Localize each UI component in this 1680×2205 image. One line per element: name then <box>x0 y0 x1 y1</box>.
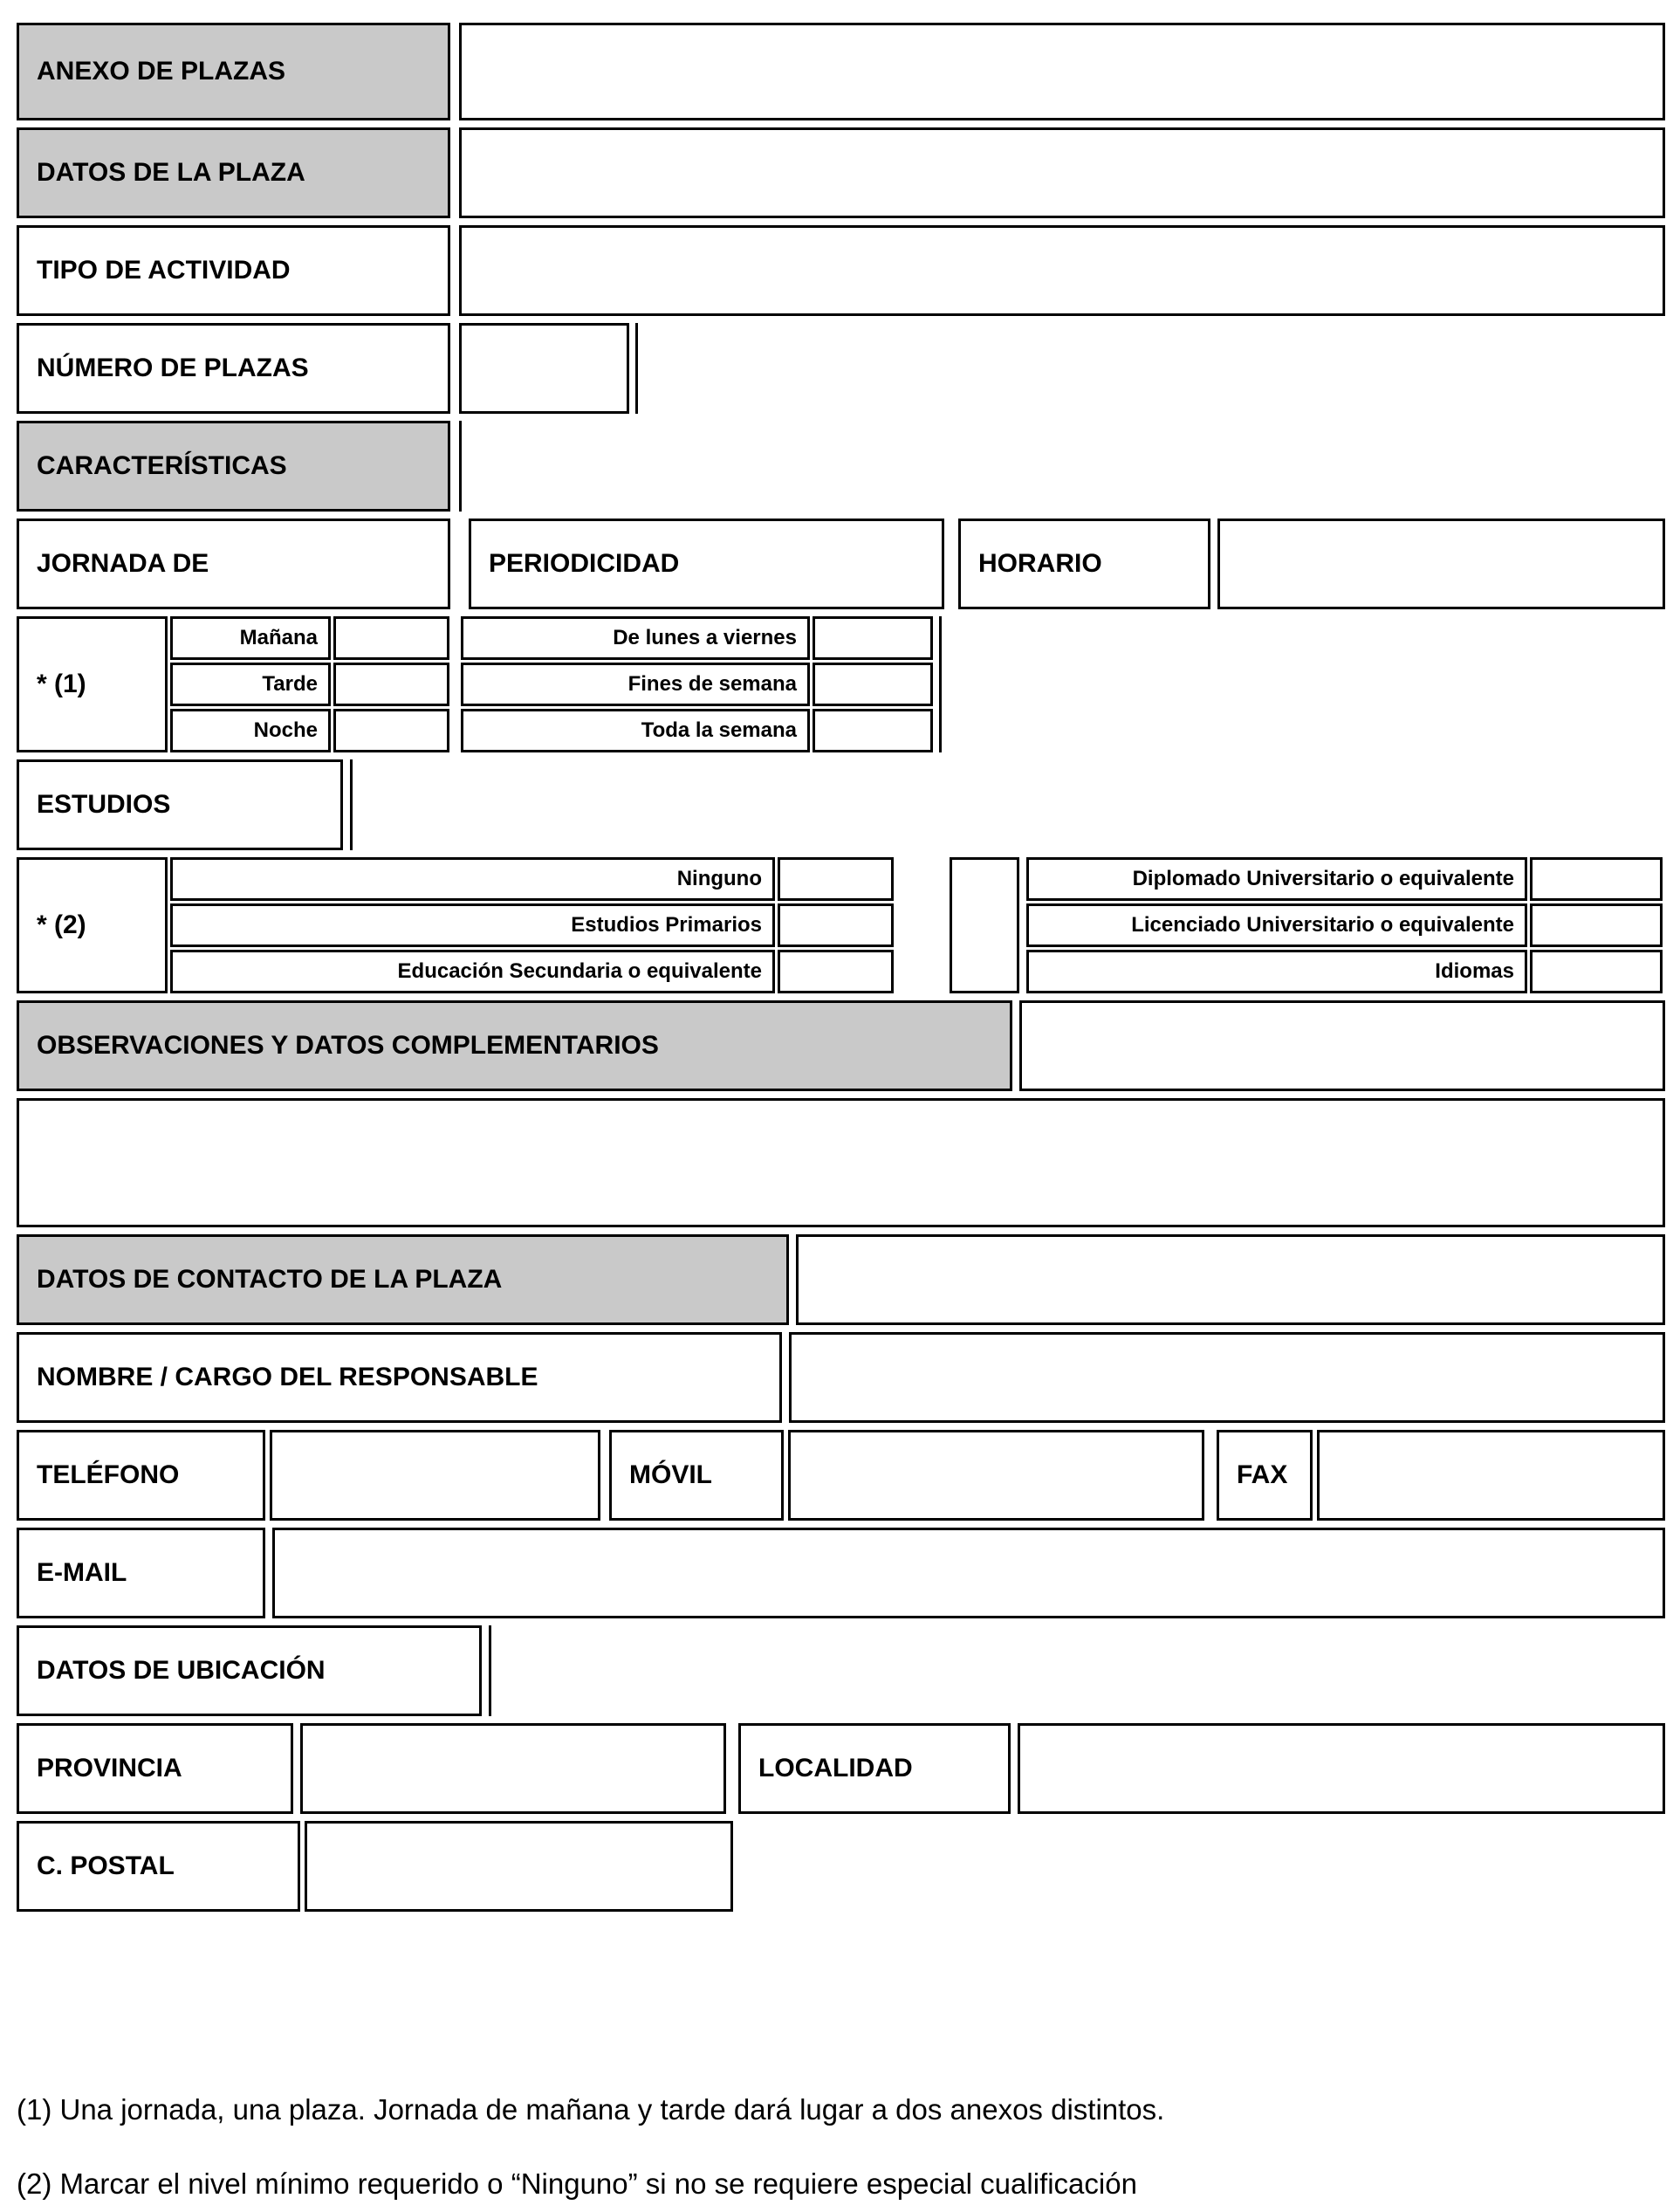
anexo-de-plazas-header: ANEXO DE PLAZAS <box>17 23 450 120</box>
estudios-idiomas-checkbox[interactable] <box>1530 950 1663 993</box>
periodicidad-fines-de-semana-checkbox[interactable] <box>813 663 933 706</box>
table-border-line <box>350 759 353 850</box>
estudios-ninguno-label: Ninguno <box>170 857 775 901</box>
row-datos-contacto <box>17 1234 1665 1325</box>
row-telefono-movil-fax <box>17 1430 1665 1521</box>
jornada-noche-checkbox[interactable] <box>333 709 449 752</box>
estudios-right-labels <box>1026 857 1527 993</box>
datos-contacto-header: DATOS DE CONTACTO DE LA PLAZA <box>17 1234 789 1325</box>
row-observaciones-box <box>17 1098 1665 1227</box>
datos-ubicacion-label: DATOS DE UBICACIÓN <box>17 1625 482 1716</box>
jornada-manana-checkbox[interactable] <box>333 616 449 660</box>
horario-label: HORARIO <box>958 519 1210 609</box>
jornada-tarde-label: Tarde <box>170 663 331 706</box>
datos-de-la-plaza-header: DATOS DE LA PLAZA <box>17 127 450 218</box>
periodicidad-toda-la-semana-checkbox[interactable] <box>813 709 933 752</box>
observaciones-header: OBSERVACIONES Y DATOS COMPLEMENTARIOS <box>17 1000 1012 1091</box>
estudios-licenciado-checkbox[interactable] <box>1530 903 1663 947</box>
jornada-option-labels <box>170 616 331 752</box>
periodicidad-label: PERIODICIDAD <box>469 519 944 609</box>
telefono-label: TELÉFONO <box>17 1430 265 1521</box>
fax-field[interactable] <box>1317 1430 1665 1521</box>
tipo-de-actividad-label: TIPO DE ACTIVIDAD <box>17 225 450 316</box>
provincia-label: PROVINCIA <box>17 1723 293 1814</box>
provincia-field[interactable] <box>300 1723 726 1814</box>
estudios-left-labels <box>170 857 775 993</box>
periodicidad-option-labels <box>461 616 810 752</box>
periodicidad-toda-la-semana-label: Toda la semana <box>461 709 810 752</box>
localidad-field[interactable] <box>1018 1723 1665 1814</box>
datos-de-la-plaza-field[interactable] <box>459 127 1665 218</box>
localidad-label: LOCALIDAD <box>738 1723 1011 1814</box>
jornada-manana-label: Mañana <box>170 616 331 660</box>
row-anexo <box>17 23 1665 120</box>
tipo-de-actividad-field[interactable] <box>459 225 1665 316</box>
estudios-idiomas-label: Idiomas <box>1026 950 1527 993</box>
estudios-right-checkboxes <box>1530 857 1663 993</box>
row-estudios-options <box>17 857 1665 993</box>
numero-de-plazas-field[interactable] <box>459 323 629 414</box>
estudios-ninguno-checkbox[interactable] <box>778 857 894 901</box>
row-datos-plaza <box>17 127 1665 218</box>
estudios-primarios-checkbox[interactable] <box>778 903 894 947</box>
estudios-secundaria-label: Educación Secundaria o equivalente <box>170 950 775 993</box>
estudios-primarios-label: Estudios Primarios <box>170 903 775 947</box>
email-field[interactable] <box>272 1528 1665 1618</box>
caracteristicas-header: CARACTERÍSTICAS <box>17 421 450 512</box>
row-tipo-actividad <box>17 225 1665 316</box>
periodicidad-fines-de-semana-label: Fines de semana <box>461 663 810 706</box>
row-provincia-localidad <box>17 1723 1665 1814</box>
estudios-left-checkboxes <box>778 857 894 993</box>
periodicidad-lunes-a-viernes-checkbox[interactable] <box>813 616 933 660</box>
row-datos-ubicacion <box>17 1625 1665 1716</box>
estudios-spacer-cell <box>950 857 1019 993</box>
anexo-de-plazas-field[interactable] <box>459 23 1665 120</box>
plaza-annex-form <box>17 23 1665 1919</box>
jornada-checkboxes <box>333 616 449 752</box>
estudios-diplomado-label: Diplomado Universitario o equivalente <box>1026 857 1527 901</box>
table-border-line <box>459 421 462 512</box>
footnote-1: (1) Una jornada, una plaza. Jornada de mañana y tarde dará lugar a dos anexos distintos. <box>17 2093 1165 2126</box>
row-nombre-cargo <box>17 1332 1665 1423</box>
jornada-tarde-checkbox[interactable] <box>333 663 449 706</box>
fax-label: FAX <box>1217 1430 1313 1521</box>
row-estudios <box>17 759 1665 850</box>
table-border-line <box>635 323 638 414</box>
telefono-field[interactable] <box>270 1430 600 1521</box>
periodicidad-checkboxes <box>813 616 933 752</box>
jornada-de-label: JORNADA DE <box>17 519 450 609</box>
nombre-cargo-field[interactable] <box>789 1332 1665 1423</box>
nombre-cargo-label: NOMBRE / CARGO DEL RESPONSABLE <box>17 1332 782 1423</box>
row-jornada-options <box>17 616 1665 752</box>
observaciones-text-field[interactable] <box>17 1098 1665 1227</box>
estudios-licenciado-label: Licenciado Universitario o equivalente <box>1026 903 1527 947</box>
table-border-line <box>939 616 942 752</box>
jornada-ref-1: * (1) <box>17 616 168 752</box>
row-caracteristicas <box>17 421 1665 512</box>
row-cpostal <box>17 1821 1665 1912</box>
table-border-line <box>489 1625 491 1716</box>
email-label: E-MAIL <box>17 1528 265 1618</box>
observaciones-header-field[interactable] <box>1019 1000 1665 1091</box>
estudios-ref-2: * (2) <box>17 857 168 993</box>
periodicidad-lunes-a-viernes-label: De lunes a viernes <box>461 616 810 660</box>
cpostal-field[interactable] <box>305 1821 733 1912</box>
row-numero-plazas <box>17 323 1665 414</box>
row-email <box>17 1528 1665 1618</box>
footnotes <box>17 2093 1164 2205</box>
footnote-2: (2) Marcar el nivel mínimo requerido o “Ninguno” si no se requiere especial cualificación <box>17 2167 1137 2200</box>
estudios-diplomado-checkbox[interactable] <box>1530 857 1663 901</box>
numero-de-plazas-label: NÚMERO DE PLAZAS <box>17 323 450 414</box>
cpostal-label: C. POSTAL <box>17 1821 300 1912</box>
row-observaciones <box>17 1000 1665 1091</box>
datos-contacto-field[interactable] <box>796 1234 1665 1325</box>
movil-field[interactable] <box>788 1430 1204 1521</box>
row-jornada-headers <box>17 519 1665 609</box>
movil-label: MÓVIL <box>609 1430 784 1521</box>
estudios-label: ESTUDIOS <box>17 759 343 850</box>
jornada-noche-label: Noche <box>170 709 331 752</box>
estudios-secundaria-checkbox[interactable] <box>778 950 894 993</box>
horario-field[interactable] <box>1217 519 1665 609</box>
